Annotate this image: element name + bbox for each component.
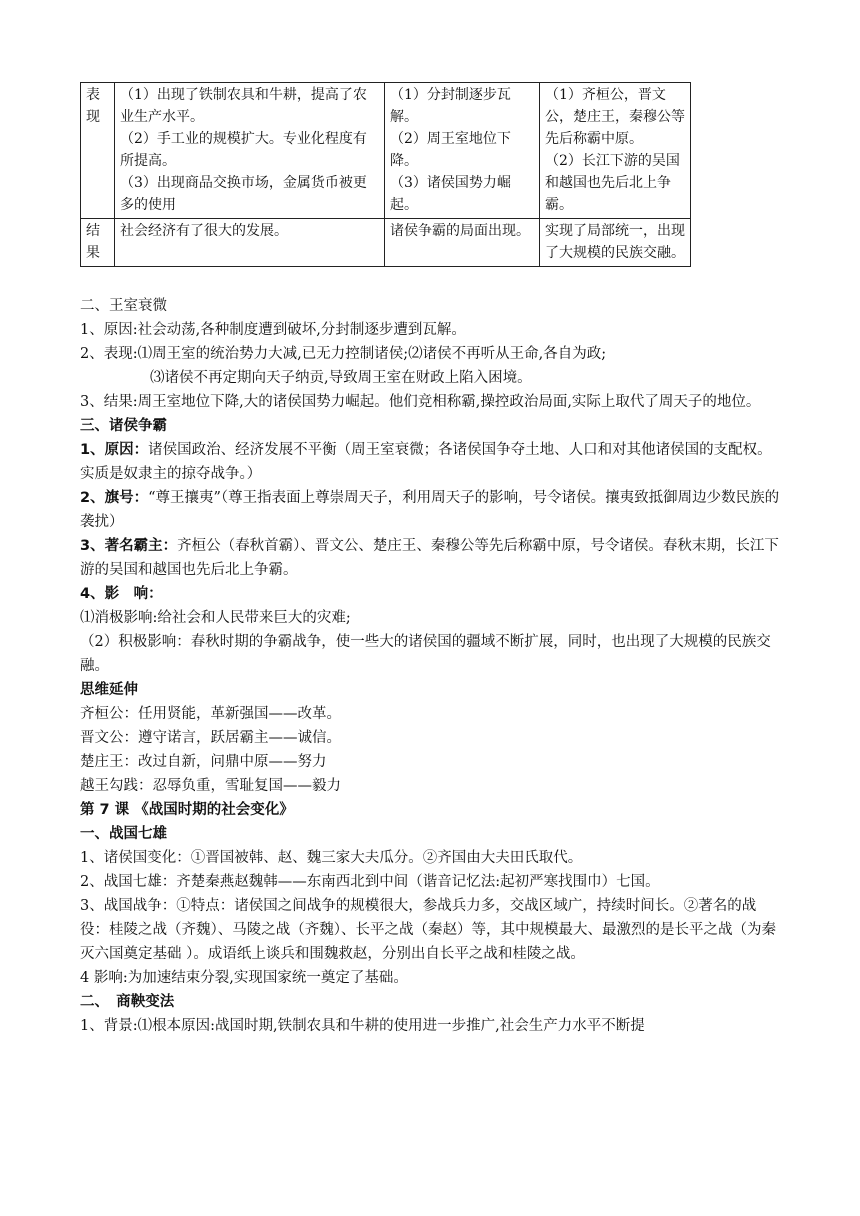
cell-line: （2）长江下游的吴国和越国也先后北上争霸。 [545, 153, 680, 213]
paragraph: 1、诸侯国变化：①晋国被韩、赵、魏三家大夫瓜分。②齐国由大夫田氏取代。 [80, 850, 583, 866]
list-item: 齐桓公：任用贤能，革新强国——改革。 [80, 706, 341, 722]
cell-line: （3）出现商品交换市场，金属货币被更多的使用 [120, 175, 367, 213]
cell-line: 社会经济有了很大的发展。 [120, 223, 288, 239]
cell-line: （3）诸侯国势力崛起。 [390, 175, 511, 213]
table-cell [115, 219, 385, 267]
cell-line: （1）齐桓公，晋文公，楚庄王，秦穆公等先后称霸中原。 [545, 87, 685, 147]
list-item: 越王勾践：忍辱负重，雪耻复国——毅力 [80, 778, 341, 794]
cell-line: 实现了局部统一，出现了大规模的民族交融。 [545, 223, 685, 261]
paragraph: （2）积极影响：春秋时期的争霸战争，使一些大的诸侯国的疆域不断扩展，同时，也出现了大规模的民族交融。 [80, 634, 771, 674]
cell-line: （2）周王室地位下降。 [390, 131, 511, 169]
text: 齐桓公（春秋首霸）、晋文公、楚庄王、秦穆公等先后称霸中原，号令诸侯。春秋末期，长江下游的吴国和越国也先后北上争霸。 [80, 538, 779, 578]
document-page [80, 82, 780, 1038]
cell-line: （1）出现了铁制农具和牛耕，提高了农业生产水平。 [120, 87, 367, 125]
table-row [81, 83, 691, 219]
paragraph: 2、表现:⑴周王室的统治势力大减,已无力控制诸侯;⑵诸侯不再听从王命,各自为政; [80, 346, 607, 362]
table-cell [540, 83, 691, 219]
table-cell [385, 219, 540, 267]
paragraph: 2、战国七雄：齐楚秦燕赵魏韩——东南西北到中间（谐音记忆法:起初严寒找围巾）七国。 [80, 874, 660, 890]
table-row [81, 219, 691, 267]
paragraph: 1、背景:⑴根本原因:战国时期,铁制农具和牛耕的使用进一步推广,社会生产力水平不断提 [80, 1018, 645, 1034]
text: 诸侯国政治、经济发展不平衡（周王室衰微；各诸侯国争夺土地、人口和对其他诸侯国的支配权。实质是奴隶主的掠夺战争。） [80, 442, 772, 482]
paragraph [80, 534, 780, 582]
cell-line: （1）分封制逐步瓦解。 [390, 87, 511, 125]
paragraph: ⑶诸侯不再定期向天子纳贡,导致周王室在财政上陷入困境。 [150, 370, 532, 386]
lesson-title: 第 7 课 《战国时期的社会变化》 [80, 802, 294, 818]
paragraph: 3、战国战争：①特点：诸侯国之间战争的规模很大，参战兵力多，交战区域广，持续时间长。②著名的战役：桂陵之战（齐魏）、马陵之战（齐魏）、长平之战（秦赵）等，其中规模最大、最激烈的是长平之战（为秦灭六国奠定基础 ）。成语纸上谈兵和围魏救赵，分别出自长平之战和桂陵之战。 [80, 898, 776, 962]
table-cell [540, 219, 691, 267]
paragraph: 3、结果:周王室地位下降,大的诸侯国势力崛起。他们竞相称霸,操控政治局面,实际上取代了周天子的地位。 [80, 394, 761, 410]
text: “尊王攘夷”（尊王指表面上尊崇周天子，利用周天子的影响，号令诸侯。攘夷致抵御周边少数民族的袭扰） [80, 490, 780, 530]
table-cell [115, 83, 385, 219]
notes-content [80, 294, 780, 1038]
paragraph: ⑴消极影响:给社会和人民带来巨大的灾难; [80, 610, 351, 626]
label: 4、影 响： [80, 586, 163, 602]
section-title: 思维延伸 [80, 682, 138, 698]
section-title: 二、 商鞅变法 [80, 994, 175, 1010]
cell-line: （2）手工业的规模扩大。专业化程度有所提高。 [120, 131, 367, 169]
paragraph: 1、原因:社会动荡,各种制度遭到破坏,分封制逐步遭到瓦解。 [80, 322, 466, 338]
row-header-performance: 表现 [81, 83, 115, 219]
paragraph [80, 486, 780, 534]
list-item: 晋文公：遵守诺言，跃居霸主——诚信。 [80, 730, 341, 746]
label: 1、原因： [80, 442, 149, 458]
label: 2、旗号： [80, 490, 149, 506]
table-cell [385, 83, 540, 219]
paragraph [80, 438, 780, 486]
cell-line: 诸侯争霸的局面出现。 [390, 223, 530, 239]
list-item: 楚庄王：改过自新，问鼎中原——努力 [80, 754, 327, 770]
section-title: 三、诸侯争霸 [80, 418, 167, 434]
row-header-result: 结果 [81, 219, 115, 267]
section-title: 二、王室衰微 [80, 298, 167, 314]
summary-table [80, 82, 691, 267]
label: 3、著名霸主： [80, 538, 178, 554]
paragraph: 4 影响:为加速结束分裂,实现国家统一奠定了基础。 [80, 970, 408, 986]
section-title: 一、战国七雄 [80, 826, 167, 842]
